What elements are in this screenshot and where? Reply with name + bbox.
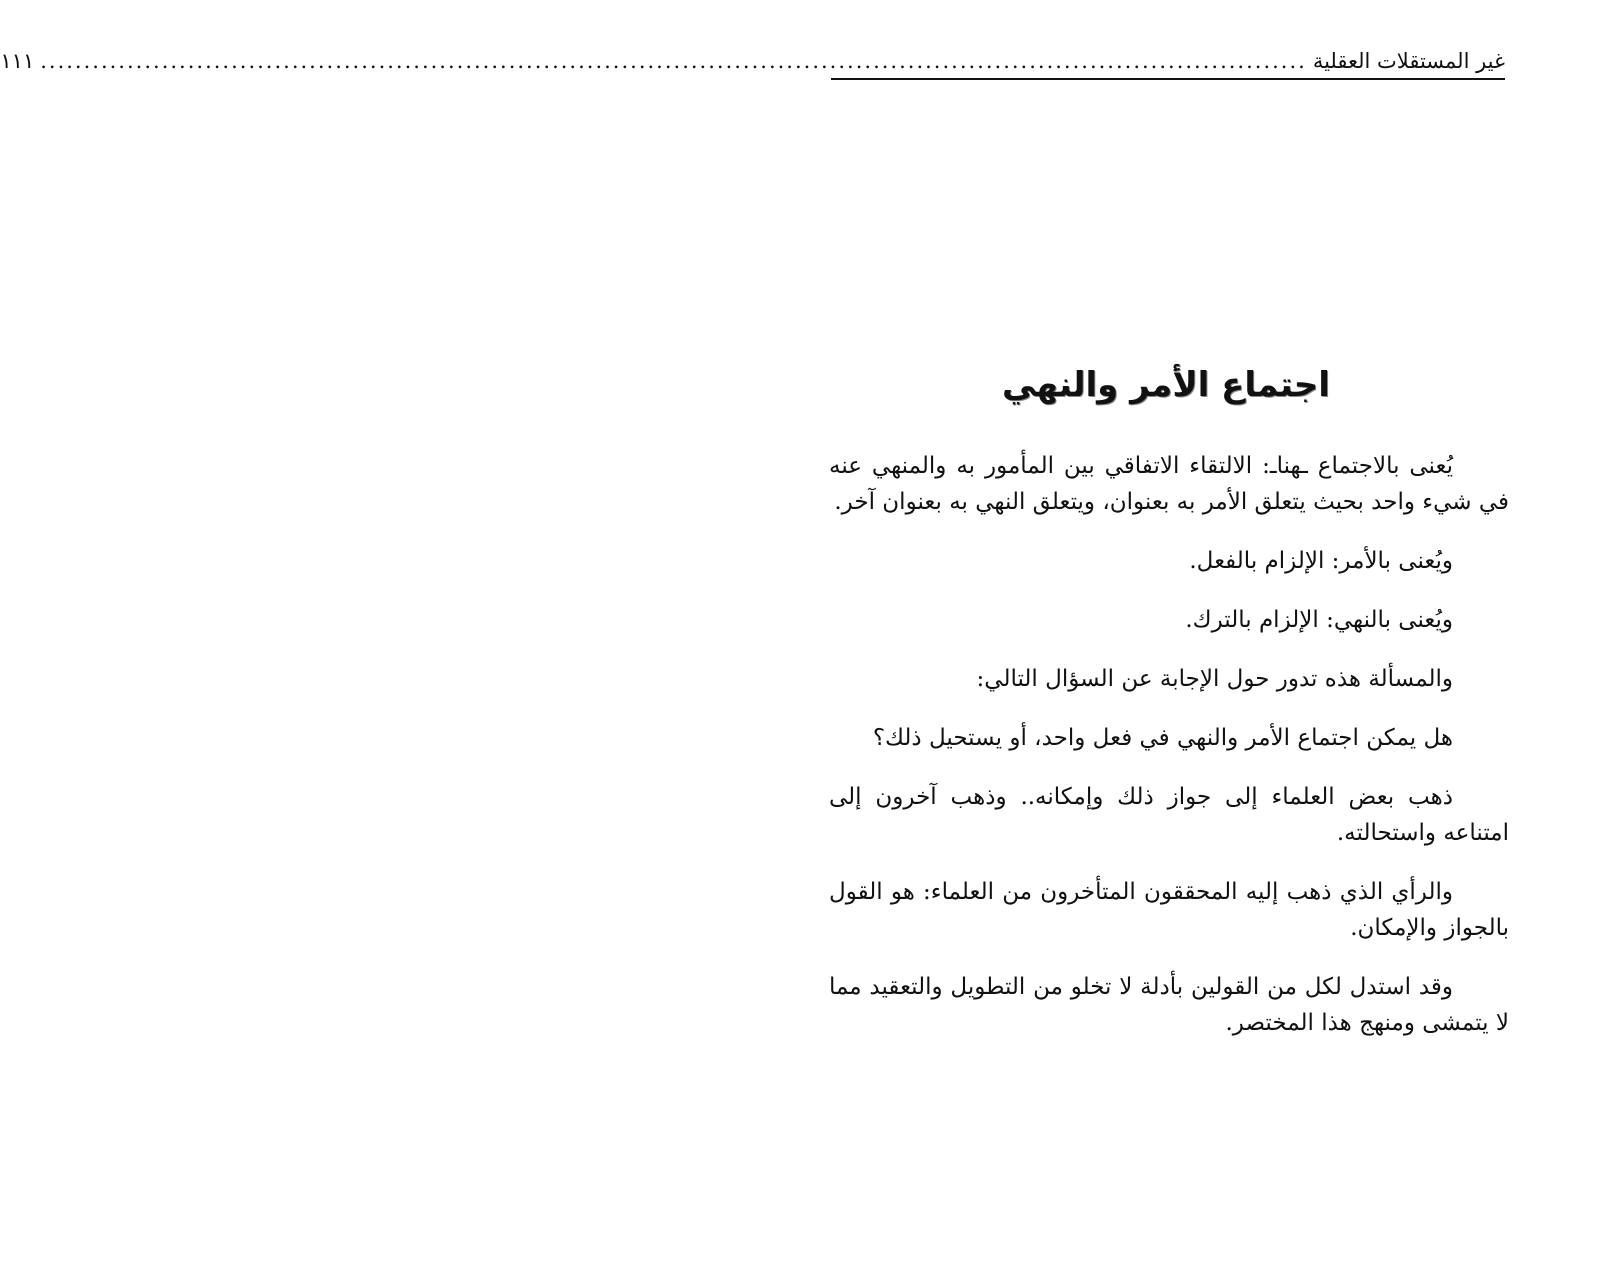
dot-leader: ..................................................................................................................................................: [40, 49, 1307, 73]
paragraph-definition-amr: ويُعنى بالأمر: الإلزام بالفعل.: [1189, 548, 1453, 574]
paragraph-opinions: ذهب بعض العلماء إلى جواز ذلك وإمكانه.. وذهب آخرون إلى امتناعه واستحالته.: [829, 784, 1509, 846]
chapter-title: اجتماع الأمر والنهي: [1002, 365, 1330, 405]
body-text: [829, 448, 1509, 1064]
running-header: [0, 40, 1505, 80]
paragraph-preferred-view: والرأي الذي ذهب إليه المحققون المتأخرون من العلماء: هو القول بالجواز والإمكان.: [829, 879, 1509, 941]
paragraph-definition-ijtima: يُعنى بالاجتماع ـهناـ: الالتقاء الاتفاقي بين المأمور به والمنهي عنه في شيء واحد بحيث يتعلق الأمر به بعنوان، ويتعلق النهي به بعنوان آخر.: [829, 453, 1509, 515]
paragraph-question-intro: والمسألة هذه تدور حول الإجابة عن السؤال التالي:: [976, 666, 1453, 692]
paragraph-question: هل يمكن اجتماع الأمر والنهي في فعل واحد، أو يستحيل ذلك؟: [872, 725, 1453, 751]
paragraph-definition-nahy: ويُعنى بالنهي: الإلزام بالترك.: [1185, 607, 1453, 633]
page-number: ١١١: [0, 49, 35, 73]
running-header-title: غير المستقلات العقلية: [1312, 49, 1505, 73]
paragraph-conclusion: وقد استدل لكل من القولين بأدلة لا تخلو من التطويل والتعقيد مما لا يتمشى ومنهج هذا المختصر.: [829, 974, 1509, 1036]
